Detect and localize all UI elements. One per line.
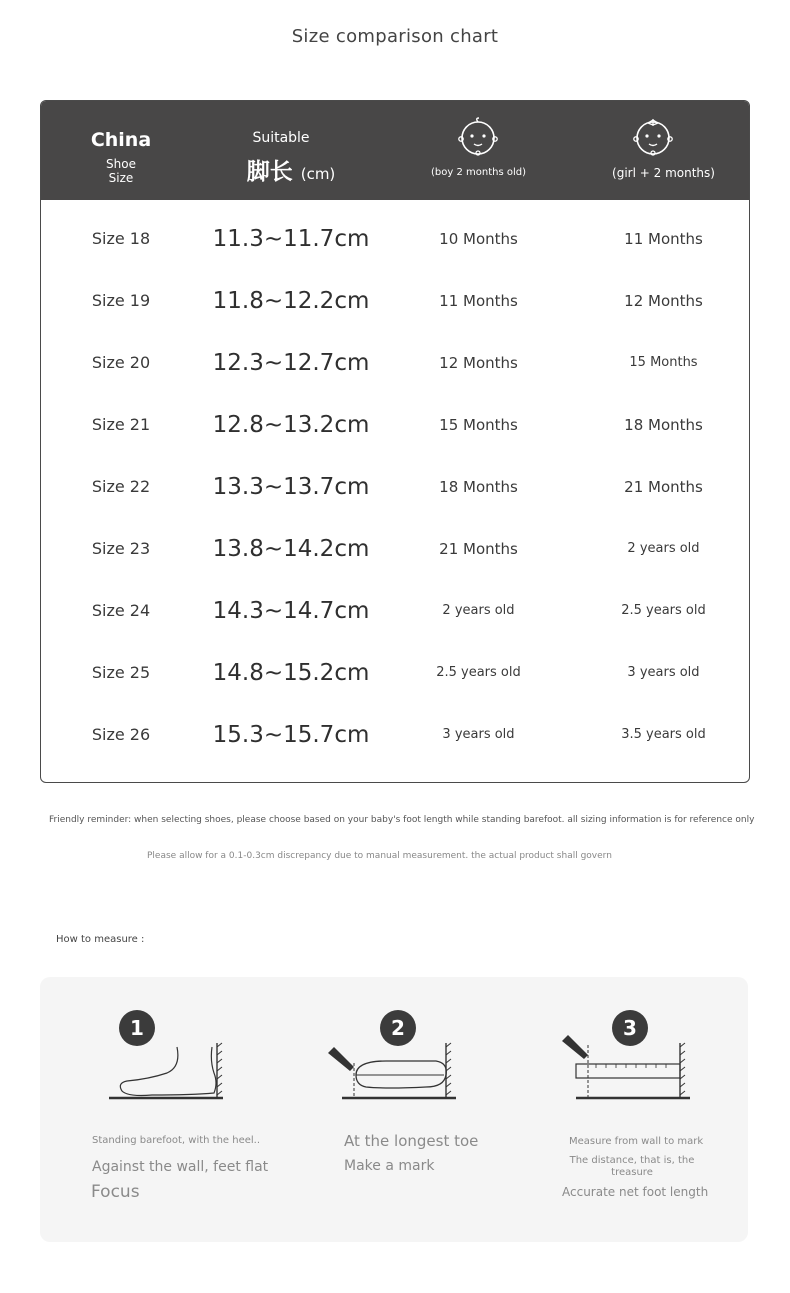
step-text: Standing barefoot, with the heel..	[92, 1135, 261, 1146]
cell-girl: 21 Months	[624, 478, 703, 496]
cell-size: Size 20	[91, 353, 151, 372]
table-row	[41, 704, 749, 766]
cell-size: Size 22	[91, 477, 151, 496]
step-text: Accurate net foot length	[562, 1185, 709, 1199]
table-row	[41, 580, 749, 642]
cell-girl: 3 years old	[627, 665, 700, 680]
table-row	[41, 208, 749, 270]
measure-panel	[40, 977, 748, 1242]
cell-boy: 11 Months	[439, 292, 518, 310]
cell-boy: 2 years old	[442, 603, 515, 618]
step-text: At the longest toe	[344, 1132, 479, 1150]
measure-step-3	[555, 977, 735, 1242]
table-row	[41, 394, 749, 456]
table-body	[41, 200, 749, 766]
table-row	[41, 642, 749, 704]
header-girl-col	[576, 101, 750, 200]
cell-length: 15.3~15.7cm	[212, 722, 370, 748]
cell-boy: 2.5 years old	[436, 665, 521, 680]
step-text: Focus	[91, 1182, 140, 1202]
cell-boy: 3 years old	[442, 727, 515, 742]
table-header	[41, 101, 749, 200]
foot-on-floor-icon	[80, 1005, 280, 1105]
discrepancy-note: Please allow for a 0.1-0.3cm discrepancy due to manual measurement. the actual product shall govern	[147, 851, 612, 861]
cell-length: 11.3~11.7cm	[212, 226, 370, 252]
table-row	[41, 518, 749, 580]
girl-face-icon	[632, 117, 674, 157]
header-unit: (cm)	[300, 165, 336, 183]
cell-length: 12.8~13.2cm	[212, 412, 370, 438]
table-row	[41, 332, 749, 394]
cell-size: Size 19	[91, 291, 151, 310]
cell-girl: 15 Months	[629, 355, 698, 370]
step-text: Against the wall, feet flat	[92, 1159, 269, 1175]
header-foot-length-col	[201, 101, 381, 200]
header-china-col	[41, 101, 201, 200]
header-shoe-size: Shoe Size	[106, 157, 136, 185]
measure-step-1	[80, 977, 280, 1242]
cell-girl: 2.5 years old	[621, 603, 706, 618]
header-boy-label: (boy 2 months old)	[431, 167, 526, 178]
cell-boy: 15 Months	[439, 416, 518, 434]
step-number-badge: 3	[612, 1010, 648, 1046]
cell-girl: 11 Months	[624, 230, 703, 248]
header-girl-label: (girl + 2 months)	[612, 166, 715, 180]
measure-step-2	[320, 977, 520, 1242]
cell-size: Size 24	[91, 601, 151, 620]
cell-boy: 10 Months	[439, 230, 518, 248]
table-row	[41, 270, 749, 332]
header-foot-length-label: 脚长	[246, 159, 293, 185]
table-row	[41, 456, 749, 518]
cell-girl: 3.5 years old	[621, 727, 706, 742]
cell-size: Size 21	[91, 415, 151, 434]
page-title: Size comparison chart	[291, 26, 499, 47]
cell-size: Size 18	[91, 229, 151, 248]
cell-length: 14.3~14.7cm	[212, 598, 370, 624]
size-table	[40, 100, 750, 783]
cell-length: 13.8~14.2cm	[212, 536, 370, 562]
friendly-reminder: Friendly reminder: when selecting shoes, please choose based on your baby's foot length while standing barefoot. all sizing information is for reference only	[49, 815, 755, 825]
how-to-measure-label: How to measure :	[56, 934, 145, 945]
cell-boy: 21 Months	[439, 540, 518, 558]
pencil-mark-foot-icon	[320, 1005, 520, 1105]
cell-girl: 18 Months	[624, 416, 703, 434]
cell-length: 11.8~12.2cm	[212, 288, 370, 314]
cell-girl: 2 years old	[627, 541, 700, 556]
step-number-badge: 1	[119, 1010, 155, 1046]
cell-size: Size 25	[91, 663, 151, 682]
cell-length: 14.8~15.2cm	[212, 660, 370, 686]
header-boy-col	[381, 101, 576, 200]
cell-boy: 18 Months	[439, 478, 518, 496]
cell-boy: 12 Months	[439, 354, 518, 372]
cell-length: 13.3~13.7cm	[212, 474, 370, 500]
cell-length: 12.3~12.7cm	[212, 350, 370, 376]
boy-face-icon	[457, 117, 499, 157]
cell-girl: 12 Months	[624, 292, 703, 310]
header-foot-length	[201, 153, 381, 186]
header-suitable: Suitable	[252, 130, 310, 146]
step-text: Measure from wall to mark	[569, 1136, 704, 1147]
step-text: Make a mark	[344, 1158, 435, 1174]
header-china: China	[90, 129, 152, 151]
cell-size: Size 26	[91, 725, 151, 744]
step-number-badge: 2	[380, 1010, 416, 1046]
cell-size: Size 23	[91, 539, 151, 558]
step-text: The distance, that is, the treasure	[569, 1155, 695, 1178]
